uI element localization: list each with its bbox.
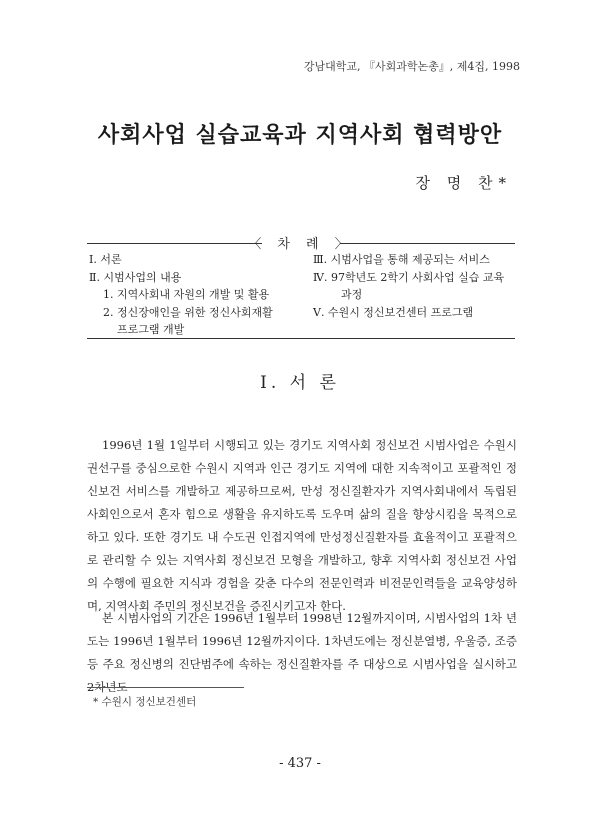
toc-item: Ⅰ. 서론	[89, 253, 122, 266]
body-paragraph: 1996년 1월 1일부터 시행되고 있는 경기도 지역사회 정신보건 시범사업은 수원시 권선구를 중심으로한 수원시 지역과 인근 경기도 지역에 대한 지속적이고 포괄적인 정신보건 서비스를 개발하고 제공하므로써, 만성 정신질환자가 지역사회내에서 독립된 사회인으로서 혼자 힘으로 생활을 유지하도록 도우며 삶의 질을 향상시킴을 목적으로 하고 있다. 또한 경기도 내 수도권 인접지역에 만성정신질환자를 효율적이고 포괄적으로 관리할 수 있는 지역사회 정신보건 모형을 개발하고, 향후 지역사회 정신보건 사업의 수행에 필요한 지식과 경험을 갖춘 다수의 전문인력과 비전문인력들을 교육양성하며, 지역사회 주민의 정신보건을 증진시키고자 한다.	[87, 438, 517, 613]
toc-item: Ⅱ. 시범사업의 내용	[89, 270, 182, 284]
table-of-contents	[87, 237, 515, 339]
toc-item: Ⅳ. 97학년도 2학기 사회사업 실습 교육	[313, 270, 505, 284]
toc-left-column	[89, 251, 294, 339]
toc-item: Ⅴ. 수원시 정신보건센터 프로그램	[313, 305, 474, 319]
author-name: 장 명 찬*	[415, 174, 512, 192]
section-heading: Ⅰ. 서 론	[260, 373, 340, 393]
toc-right-column	[313, 251, 513, 321]
page-number: - 437 -	[279, 756, 321, 771]
footnote-divider	[87, 687, 244, 688]
toc-item: 2. 정신장애인을 위한 정신사회재활	[103, 305, 273, 319]
toc-item: 과정	[341, 288, 363, 301]
body-paragraph: 본 시범사업의 기간은 1996년 1월부터 1998년 12월까지이며, 시범사업의 1차 년도는 1996년 1월부터 1996년 12월까지이다. 1차년도에는 정신분열병, 우울증, 조증 등 주요 정신병의 진단범주에 속하는 정신질환자를 주 대상으로 시범사업을 실시하고 2차년도	[87, 611, 517, 694]
toc-heading: 〈 차 례 〉	[248, 237, 354, 252]
toc-item: 1. 지역사회내 자원의 개발 및 활용	[103, 288, 270, 301]
toc-rule-bottom	[87, 338, 515, 339]
toc-item: Ⅲ. 시범사업을 통해 제공되는 서비스	[313, 253, 490, 266]
paper-title: 사회사업 실습교육과 지역사회 협력방안	[97, 122, 503, 148]
footnote: * 수원시 정신보건센터	[93, 696, 197, 708]
running-header: 강남대학교, 『사회과학논총』, 제4집, 1998	[303, 60, 520, 73]
toc-item: 프로그램 개발	[117, 323, 185, 336]
